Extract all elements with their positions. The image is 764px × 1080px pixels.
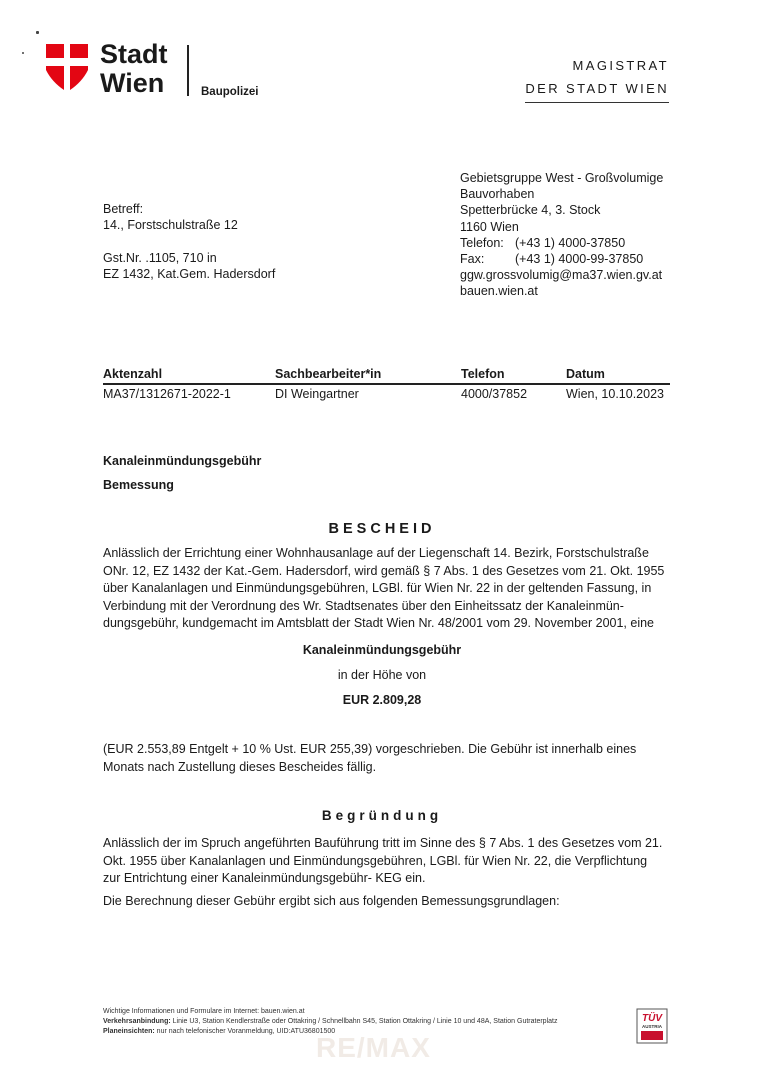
scan-speck <box>36 31 39 34</box>
footer-line-3-text: nur nach telefonischer Voranmeldung, UID:ATU36801500 <box>154 1028 336 1035</box>
meta-value-aktenzahl: MA37/1312671-2022-1 <box>103 387 231 401</box>
logo-line-1: Stadt <box>100 39 168 69</box>
footer-line-2-text: Linie U3, Station Kendlerstraße oder Ottakring / Schnellbahn S45, Station Ottakring / Linie 10 und 48A, Station Gutraterplatz <box>170 1018 558 1025</box>
footer-line-3-label: Planeinsichten: <box>103 1028 155 1035</box>
meta-value-sachbearbeiter: DI Weingartner <box>275 387 359 401</box>
logo-line-2: Wien <box>100 68 165 98</box>
meta-header-aktenzahl: Aktenzahl <box>103 367 163 381</box>
phone-number: (+43 1) 4000-37850 <box>515 235 626 250</box>
intro-paragraph: Anlässlich der Errichtung einer Wohnhausanlage auf der Liegenschaft 14. Bezirk, Forstschulstraße ONr. 12, EZ 1432 der Kat.-Gem. Hadersdorf, wird gemäß § 7 Abs. 1 des Gesetzes vom 21. Okt. 1955 über Kanalanlagen und Einmündungsgebühren, LGBl. für Wien Nr. 22 in der geltenden Fassung, in Verbindung mit der Verordnung des Wr. Stadtsenates über den Einheitssatz der Kanaleinmün- dungsgebühr, kundgemacht im Amtsblatt der Stadt Wien Nr. 48/2001 vom 29. November 2001, eine <box>103 546 665 630</box>
magistrat-header <box>525 54 669 103</box>
magistrat-line-2: DER STADT WIEN <box>525 77 669 103</box>
fee-amount: EUR 2.809,28 <box>342 693 422 707</box>
fee-name: Kanaleinmündungsgebühr <box>302 643 462 657</box>
remax-watermark: RE/MAX <box>316 1032 431 1063</box>
subject-line-1: Kanaleinmündungsgebühr <box>103 454 262 468</box>
meta-header-datum: Datum <box>566 367 605 381</box>
logo-wordmark <box>100 40 168 98</box>
tuv-text: TÜV <box>642 1013 662 1024</box>
meta-divider <box>103 383 670 385</box>
footer-line-2 <box>103 1017 557 1027</box>
footer-line-2-label: Verkehrsanbindung: <box>103 1018 171 1025</box>
logo-divider <box>187 45 189 96</box>
bescheid-title: BESCHEID <box>328 521 436 537</box>
phone-row <box>460 235 663 251</box>
meta-value-telefon: 4000/37852 <box>461 387 528 401</box>
meta-header-sachbearbeiter: Sachbearbeiter*in <box>275 367 382 381</box>
web-link[interactable]: bauen.wien.at <box>460 284 538 299</box>
scan-speck <box>22 52 24 54</box>
tuv-austria-logo <box>636 1008 668 1044</box>
contact-block <box>460 170 663 300</box>
magistrat-line-1: MAGISTRAT <box>572 58 669 73</box>
betreff-block <box>103 201 238 233</box>
subject-line-2: Bemessung <box>103 478 174 492</box>
fax-row <box>460 251 663 267</box>
breakdown-paragraph: (EUR 2.553,89 Entgelt + 10 % Ust. EUR 255,39) vorgeschrieben. Die Gebühr ist innerhalb eines Monats nach Zustellung dieses Bescheides fällig. <box>103 742 637 774</box>
city: 1160 Wien <box>460 219 519 234</box>
tuv-red-bar <box>641 1031 663 1040</box>
stadt-wien-shield-icon <box>44 42 90 96</box>
amount-intro: in der Höhe von <box>337 668 427 682</box>
fax-number: (+43 1) 4000-99-37850 <box>515 252 644 267</box>
footer-line-1: Wichtige Informationen und Formulare im Internet: bauen.wien.at <box>103 1008 305 1015</box>
group-line-2: Bauvorhaben <box>460 187 535 202</box>
fax-label: Fax: <box>460 252 485 267</box>
phone-label: Telefon: <box>460 235 504 250</box>
meta-header-telefon: Telefon <box>461 367 505 381</box>
group-line-1: Gebietsgruppe West - Großvolumige <box>460 171 664 185</box>
gst-line-2: EZ 1432, Kat.Gem. Hadersdorf <box>103 267 276 281</box>
department-name: Baupolizei <box>201 86 259 98</box>
grundstueck-block <box>103 250 275 282</box>
email-link[interactable]: ggw.grossvolumig@ma37.wien.gv.at <box>460 268 663 283</box>
reason-title: Begründung <box>321 808 443 823</box>
tuv-austria-text: AUSTRIA <box>642 1024 662 1029</box>
reason-paragraph: Anlässlich der im Spruch angeführten Bauführung tritt im Sinne des § 7 Abs. 1 des Gesetzes vom 21. Okt. 1955 über Kanalanlagen und Einmündungsgebühren, LGBl. für Wien Nr. 22, die Verpflichtung zur Entrichtung einer Kanaleinmündungsgebühr- KEG ein. <box>103 836 663 885</box>
meta-value-datum: Wien, 10.10.2023 <box>566 387 664 401</box>
calc-paragraph: Die Berechnung dieser Gebühr ergibt sich aus folgenden Bemessungsgrundlagen: <box>103 894 560 908</box>
betreff-label: Betreff: <box>103 202 144 216</box>
gst-line-1: Gst.Nr. .1105, 710 in <box>103 251 217 265</box>
betreff-value: 14., Forstschulstraße 12 <box>103 218 238 232</box>
address: Spetterbrücke 4, 3. Stock <box>460 203 601 218</box>
